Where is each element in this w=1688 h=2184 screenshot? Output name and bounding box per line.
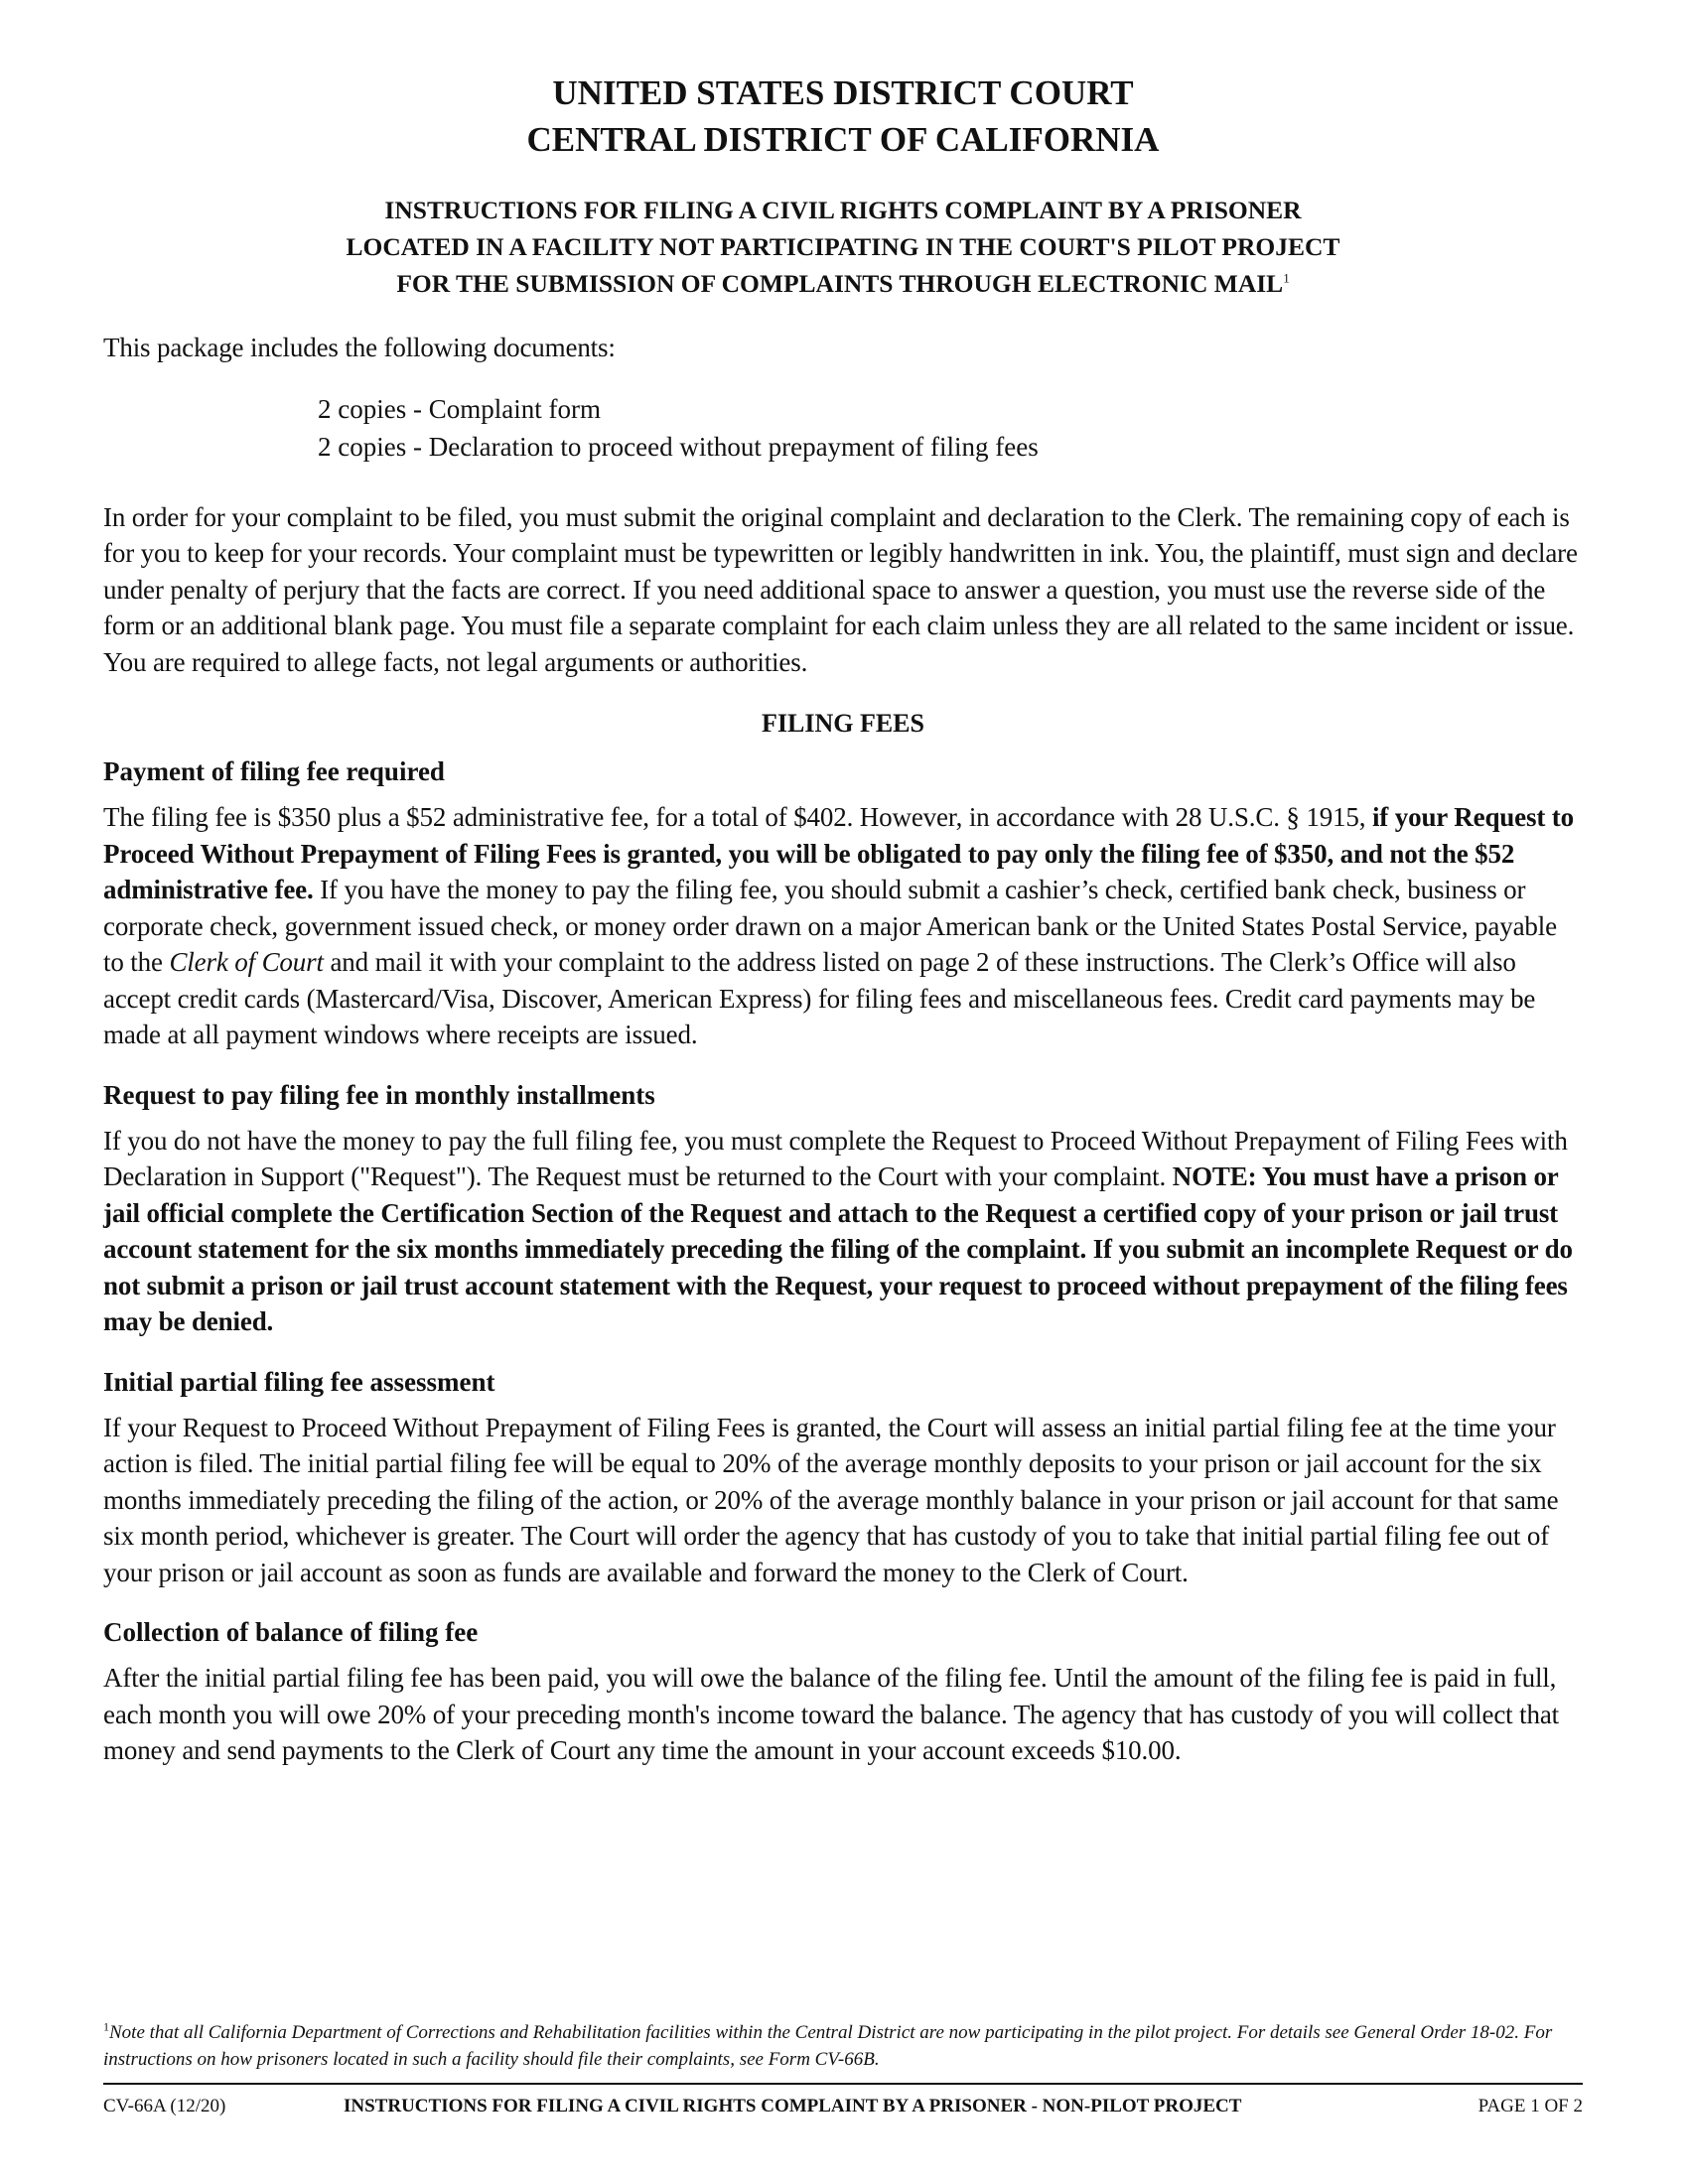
- document-title-line3-text: FOR THE SUBMISSION OF COMPLAINTS THROUGH ELECTRONIC MAIL: [396, 269, 1284, 298]
- document-list-item: 2 copies - Complaint form: [318, 393, 601, 424]
- package-intro: This package includes the following documents:: [103, 333, 616, 362]
- collection-heading: Collection of balance of filing fee: [103, 1617, 479, 1647]
- document-title-line3: [103, 265, 1583, 302]
- court-name-line2: CENTRAL DISTRICT OF CALIFORNIA: [526, 120, 1160, 159]
- document-list-item: 2 copies - Declaration to proceed without prepayment of filing fees: [318, 431, 1039, 462]
- payment-bold-text: if your Request to Proceed Without Prepayment of Filing Fees is granted, you will be obligated to pay only the filing fee of $350, and not the $52 administrative fee.: [103, 802, 1574, 904]
- collection-paragraph: After the initial partial filing fee has been paid, you will owe the balance of the filing fee. Until the amount of the filing fee is paid in full, each month you will owe 20% of your preceding month's income toward the balance. The agency that has custody of you will collect that money and send payments to the Clerk of Court any time the amount in your account exceeds $10.00.: [103, 1663, 1559, 1765]
- document-title-line2: LOCATED IN A FACILITY NOT PARTICIPATING IN THE COURT'S PILOT PROJECT: [346, 232, 1340, 261]
- form-id: CV-66A (12/20): [103, 2096, 226, 2116]
- payee-name: Clerk of Court: [169, 947, 324, 977]
- page-footer: [103, 2093, 1583, 2120]
- court-name: [103, 69, 1583, 163]
- installments-text: If you do not have the money to pay the full filing fee, you must complete the Request to Proceed Without Prepayment of Filing Fees with Declaration in Support ("Request"). The Request must be returned to the Court with your complaint.: [103, 1125, 1568, 1191]
- payment-paragraph: [103, 799, 1583, 1053]
- document-list: [103, 390, 1583, 466]
- footnote: [103, 2019, 1583, 2073]
- footnote-marker: 1: [103, 2019, 109, 2034]
- footnote-reference: 1: [1283, 270, 1290, 286]
- initial-partial-paragraph: If your Request to Proceed Without Prepayment of Filing Fees is granted, the Court will assess an initial partial filing fee at the time your action is filed. The initial partial filing fee will be equal to 20% of the average monthly deposits to your prison or jail account for the six months immediately preceding the filing of the action, or 20% of the average monthly balance in your prison or jail account for that same six month period, whichever is greater. The Court will order the agency that has custody of you to take that initial partial filing fee out of your prison or jail account as soon as funds are available and forward the money to the Clerk of Court.: [103, 1412, 1559, 1587]
- payment-text-1: The filing fee is $350 plus a $52 administrative fee, for a total of $402. However, in accordance with 28 U.S.C. § 1915,: [103, 802, 1372, 832]
- filing-fees-heading: FILING FEES: [762, 709, 924, 738]
- footer-title: INSTRUCTIONS FOR FILING A CIVIL RIGHTS COMPLAINT BY A PRISONER - NON-PILOT PROJECT: [344, 2096, 1242, 2116]
- installments-paragraph: [103, 1123, 1583, 1340]
- document-title: [103, 192, 1583, 302]
- document-title-line1: INSTRUCTIONS FOR FILING A CIVIL RIGHTS COMPLAINT BY A PRISONER: [384, 196, 1302, 224]
- footnote-text: Note that all California Department of Corrections and Rehabilitation facilities within the Central District are now participating in the pilot project. For details see General Order 18-02. For instructions on how prisoners located in such a facility should file their complaints, see Form CV-66B.: [103, 2022, 1553, 2070]
- court-name-line1: UNITED STATES DISTRICT COURT: [552, 73, 1134, 112]
- installments-heading: Request to pay filing fee in monthly installments: [103, 1079, 655, 1110]
- payment-heading: Payment of filing fee required: [103, 756, 445, 786]
- document-page: [103, 69, 1583, 1769]
- page-number: PAGE 1 OF 2: [1477, 2096, 1583, 2116]
- payment-text-2: If you have the money to pay the filing fee, you should submit a cashier’s check, certified bank check, business or corporate check, government issued check, or money order drawn on a major American bank or the United States Postal Service, payable to the: [103, 875, 1557, 977]
- footer-divider: [103, 2083, 1583, 2085]
- installments-note: NOTE: You must have a prison or jail official complete the Certification Section of the Request and attach to the Request a certified copy of your prison or jail trust account statement for the six months immediately preceding the filing of the complaint. If you submit an incomplete Request or do not submit a prison or jail trust account statement with the Request, your request to proceed without prepayment of the filing fees may be denied.: [103, 1161, 1573, 1336]
- filing-instructions-paragraph: In order for your complaint to be filed, you must submit the original complaint and declaration to the Clerk. The remaining copy of each is for you to keep for your records. Your complaint must be typewritten or legibly handwritten in ink. You, the plaintiff, must sign and declare under penalty of perjury that the facts are correct. If you need additional space to answer a question, you must use the reverse side of the form or an additional blank page. You must file a separate complaint for each claim unless they are all related to the same incident or issue. You are required to allege facts, not legal arguments or authorities.: [103, 501, 1578, 677]
- initial-partial-heading: Initial partial filing fee assessment: [103, 1366, 495, 1397]
- payment-text-3: and mail it with your complaint to the address listed on page 2 of these instructions. The Clerk’s Office will also accept credit cards (Mastercard/Visa, Discover, American Express) for filing fees and miscellaneous fees. Credit card payments may be made at all payment windows where receipts are issued.: [103, 947, 1536, 1049]
